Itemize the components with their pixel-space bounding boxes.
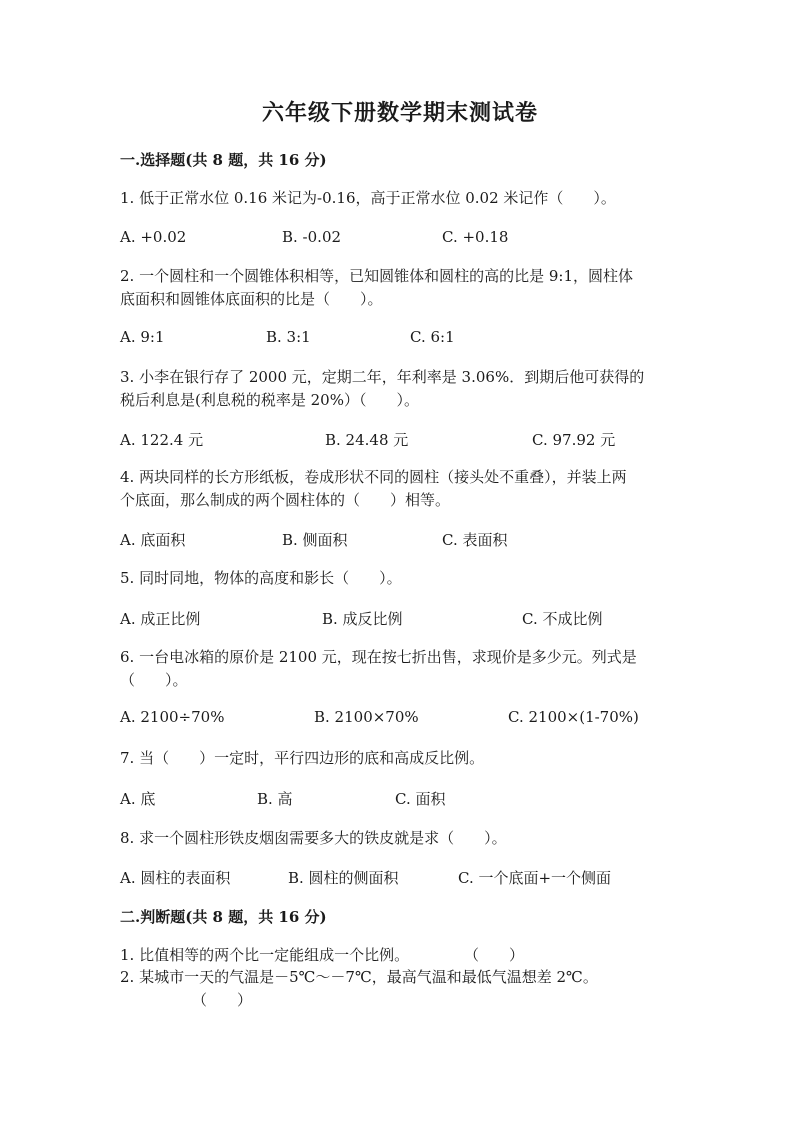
question-8-options <box>120 867 680 889</box>
option-c[interactable]: C. 面积 <box>395 790 446 808</box>
question-text: 6. 一台电冰箱的原价是 2100 元，现在按七折出售，求现价是多少元。列式是 <box>120 648 637 666</box>
question-text: 1. 低于正常水位 0.16 米记为-0.16，高于正常水位 0.02 米记作（ ）。 <box>120 189 616 207</box>
question-text: 4. 两块同样的长方形纸板，卷成形状不同的圆柱（接头处不重叠），并装上两 <box>120 468 627 486</box>
option-c[interactable]: C. 6:1 <box>410 328 455 346</box>
question-text: （ ）。 <box>120 671 188 689</box>
question-text: 8. 求一个圆柱形铁皮烟囱需要多大的铁皮就是求（ ）。 <box>120 829 507 847</box>
option-c[interactable]: C. 一个底面+一个侧面 <box>458 869 612 887</box>
option-b[interactable]: B. 侧面积 <box>282 531 348 549</box>
option-c[interactable]: C. 97.92 元 <box>532 431 616 449</box>
answer-blank[interactable]: （ ） <box>192 991 253 1009</box>
answer-blank[interactable]: （ ） <box>464 946 525 964</box>
question-3-options <box>120 429 680 451</box>
question-text: 税后利息是(利息税的税率是 20%）（ ）。 <box>120 391 419 409</box>
option-c[interactable]: C. 2100×(1-70%) <box>508 708 639 726</box>
option-a[interactable]: A. 底 <box>120 790 156 808</box>
option-a[interactable]: A. 底面积 <box>120 531 186 549</box>
option-c[interactable]: C. 表面积 <box>442 531 508 549</box>
option-c[interactable]: C. 不成比例 <box>522 610 603 628</box>
question-4 <box>120 466 680 512</box>
option-a[interactable]: A. 成正比例 <box>120 610 201 628</box>
option-a[interactable]: A. 圆柱的表面积 <box>120 869 231 887</box>
option-b[interactable]: B. -0.02 <box>282 228 342 246</box>
judgement-item-2 <box>120 966 680 989</box>
option-a[interactable]: A. 2100÷70% <box>120 708 225 726</box>
question-text: 2. 一个圆柱和一个圆锥体积相等，已知圆锥体和圆柱的高的比是 9:1，圆柱体 <box>120 267 633 285</box>
question-text: 底面积和圆锥体底面积的比是（ ）。 <box>120 290 383 308</box>
question-2 <box>120 265 680 311</box>
question-4-options <box>120 529 680 551</box>
question-5-options <box>120 608 680 630</box>
option-a[interactable]: A. 9:1 <box>120 328 165 346</box>
question-3 <box>120 366 680 412</box>
option-b[interactable]: B. 成反比例 <box>322 610 403 628</box>
option-c[interactable]: C. +0.18 <box>442 228 509 246</box>
question-7-options <box>120 788 680 810</box>
question-text: 1. 比值相等的两个比一定能组成一个比例。 <box>120 946 410 964</box>
question-text: 7. 当（ ）一定时，平行四边形的底和高成反比例。 <box>120 749 485 767</box>
option-a[interactable]: A. +0.02 <box>120 228 187 246</box>
section-heading-judgement: 二.判断题(共 8 题，共 16 分) <box>120 908 327 926</box>
option-b[interactable]: B. 2100×70% <box>314 708 419 726</box>
option-b[interactable]: B. 3:1 <box>266 328 311 346</box>
question-text: 5. 同时同地，物体的高度和影长（ ）。 <box>120 569 402 587</box>
question-6-options <box>120 708 680 730</box>
section-heading-choice: 一.选择题(共 8 题，共 16 分) <box>120 151 327 169</box>
question-6 <box>120 646 680 692</box>
page-title: 六年级下册数学期末测试卷 <box>261 100 538 126</box>
option-b[interactable]: B. 24.48 元 <box>325 431 409 449</box>
question-7 <box>120 747 680 770</box>
question-text: 2. 某城市一天的气温是－5℃～－7℃，最高气温和最低气温想差 2℃。 <box>120 968 598 986</box>
question-1-options <box>120 228 680 250</box>
question-1 <box>120 187 680 210</box>
option-b[interactable]: B. 高 <box>257 790 293 808</box>
question-text: 3. 小李在银行存了 2000 元，定期二年，年利率是 3.06%．到期后他可获得的 <box>120 368 645 386</box>
question-8 <box>120 827 680 850</box>
question-text: 个底面，那么制成的两个圆柱体的（ ）相等。 <box>120 491 451 509</box>
question-2-options <box>120 328 680 350</box>
question-5 <box>120 567 680 590</box>
option-a[interactable]: A. 122.4 元 <box>120 431 204 449</box>
judgement-item-1 <box>120 944 680 967</box>
option-b[interactable]: B. 圆柱的侧面积 <box>288 869 399 887</box>
